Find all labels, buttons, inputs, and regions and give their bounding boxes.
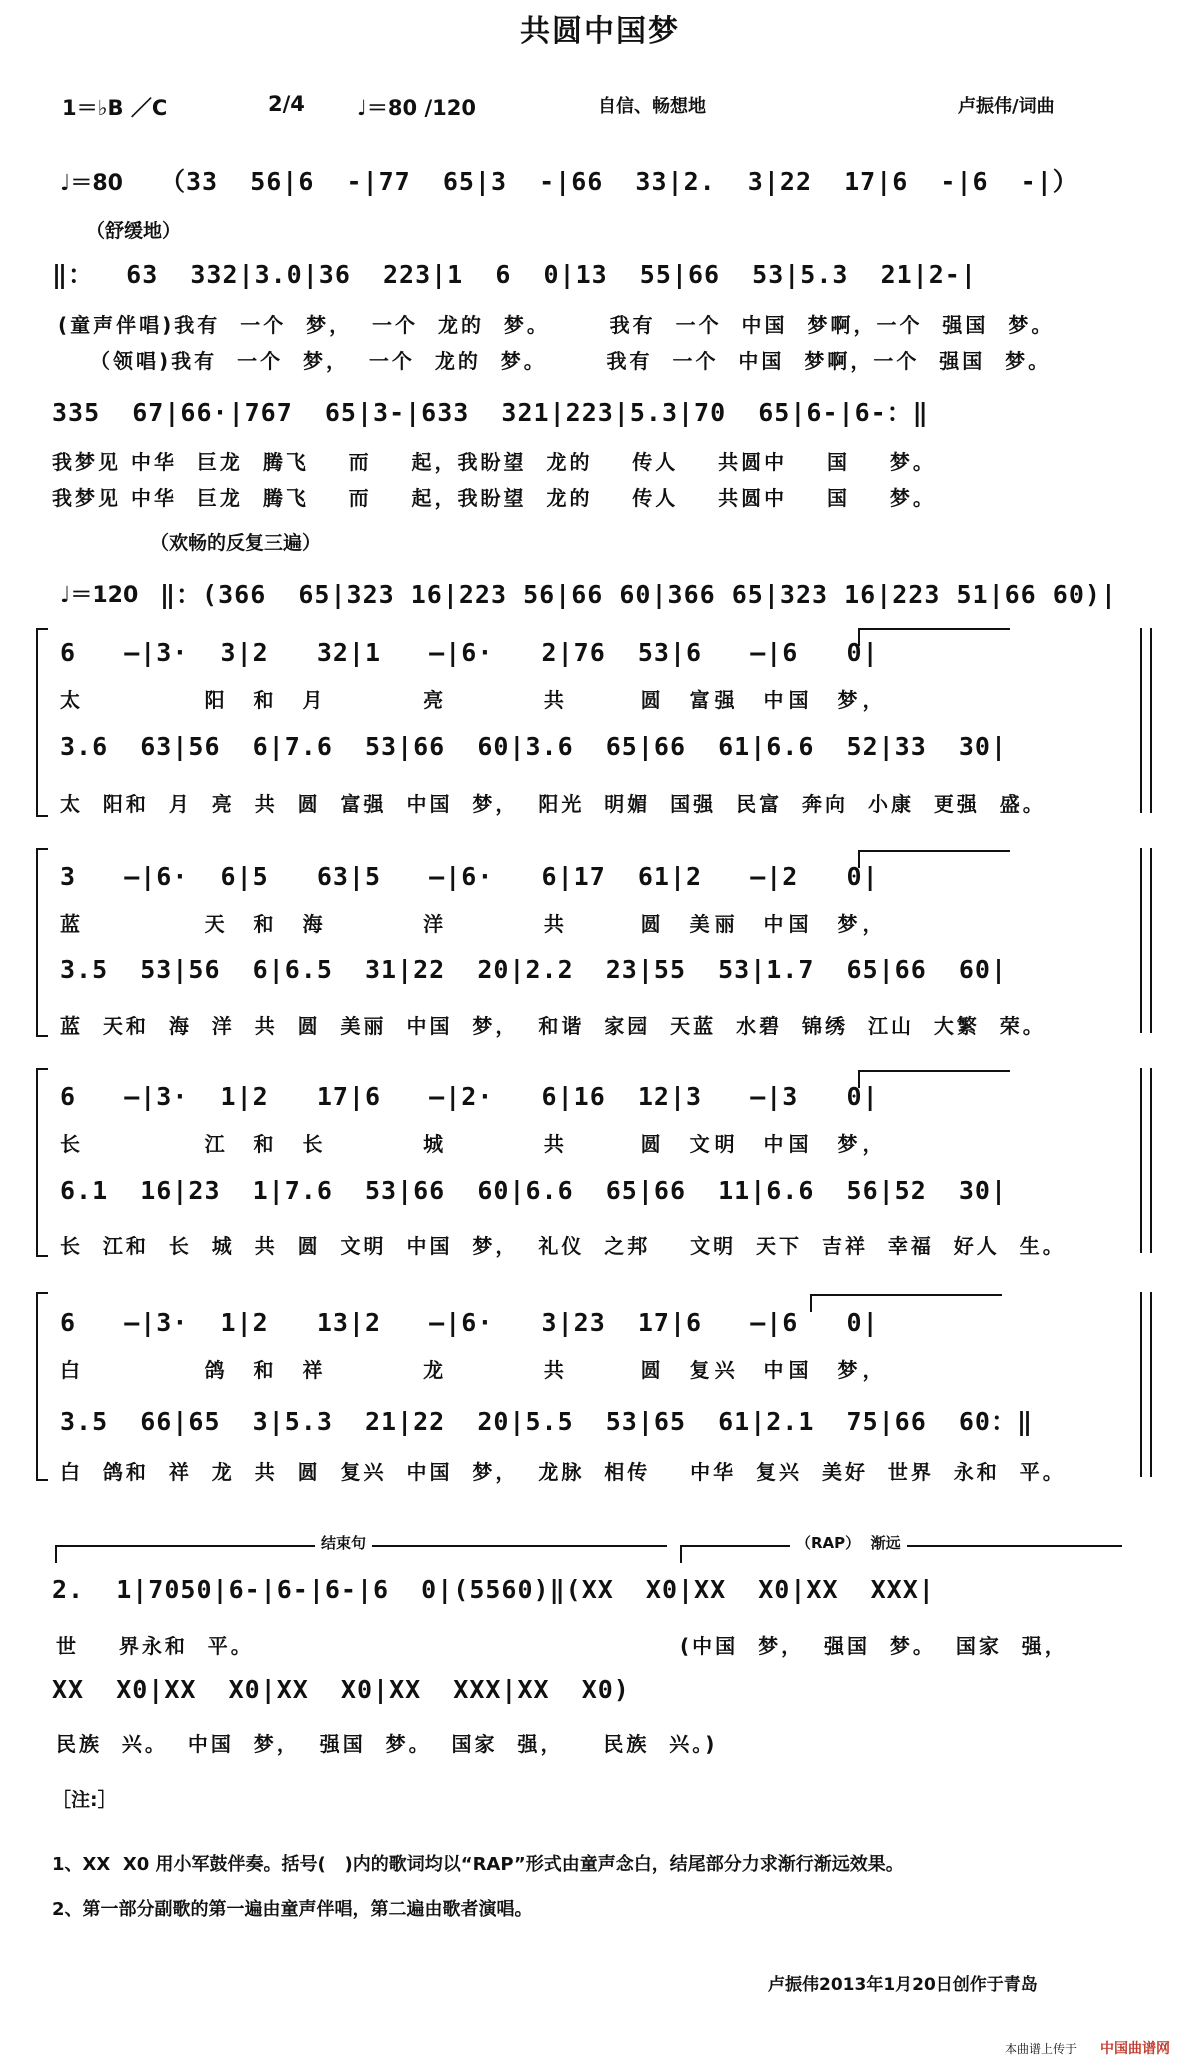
system-bracket-left xyxy=(36,1292,48,1481)
system-barline-right xyxy=(1140,1292,1152,1477)
section2-tempo: ♩＝120 xyxy=(60,583,139,608)
notes-heading: ［注:］ xyxy=(52,1789,117,1811)
row2-harmony-lyric: 蓝 天和 海 洋 共 圆 美丽 中国 梦， 和谐 家园 天蓝 水碧 锦绣 江山 大繁 荣。 xyxy=(60,1014,1046,1038)
system-bracket-left xyxy=(36,848,48,1037)
notes-item-2: 2、第一部分副歌的第一遍由童声伴唱，第二遍由歌者演唱。 xyxy=(52,1899,533,1920)
section2-expression: （欢畅的反复三遍） xyxy=(150,532,322,554)
row4-melody-notes: 6 —|3· 1|2 13|2 —|6· 3|23 17|6 —|6 0| xyxy=(60,1308,879,1337)
tie-bracket xyxy=(858,850,1010,868)
row1-harmony-lyric: 太 阳和 月 亮 共 圆 富强 中国 梦， 阳光 明媚 国强 民富 奔向 小康 更强 盛。 xyxy=(60,792,1046,816)
section1-line1-lyric-chorus: (童声伴唱)我有 一个 梦， 一个 龙的 梦。 我有 一个 中国 梦啊，一个 强国 梦。 xyxy=(58,313,1055,337)
section1-line1-lyric-lead: （领唱)我有 一个 梦， 一个 龙的 梦。 我有 一个 中国 梦啊，一个 强国 梦。 xyxy=(90,349,1052,373)
ending-lyric-line1b: (中国 梦， 强国 梦。 国家 强， xyxy=(680,1634,1068,1658)
tie-bracket xyxy=(858,628,1010,646)
system-barline-right xyxy=(1140,1068,1152,1253)
row1-harmony-notes: 3.6 63|56 6|7.6 53|66 60|3.6 65|66 61|6.6 52|33 30| xyxy=(60,732,1008,761)
row2-melody-lyric: 蓝 天 和 海 洋 共 圆 美丽 中国 梦， xyxy=(60,912,888,936)
row1-melody-lyric: 太 阳 和 月 亮 共 圆 富强 中国 梦， xyxy=(60,688,888,712)
ending-label: 结束句 xyxy=(315,1532,372,1553)
rap-label: （RAP） 渐远 xyxy=(790,1532,907,1553)
row3-melody-notes: 6 —|3· 1|2 17|6 —|2· 6|16 12|3 —|3 0| xyxy=(60,1082,879,1111)
system-bracket-left xyxy=(36,1068,48,1257)
row1-melody-notes: 6 —|3· 3|2 32|1 —|6· 2|76 53|6 —|6 0| xyxy=(60,638,879,667)
row3-harmony-lyric: 长 江和 长 城 共 圆 文明 中国 梦， 礼仪 之邦 文明 天下 吉祥 幸福 好人 生。 xyxy=(60,1234,1066,1258)
tie-bracket xyxy=(858,1070,1010,1088)
section1-expression: （舒缓地） xyxy=(86,220,182,242)
site-logo: 中国曲谱网 xyxy=(1100,2041,1170,2057)
row4-melody-lyric: 白 鸽 和 祥 龙 共 圆 复兴 中国 梦， xyxy=(60,1358,888,1382)
section1-tempo: ♩＝80 xyxy=(60,171,123,196)
row4-harmony-notes: 3.5 66|65 3|5.3 21|22 20|5.5 53|65 61|2.1 75|66 60：‖ xyxy=(60,1407,1034,1436)
row3-melody-lyric: 长 江 和 长 城 共 圆 文明 中国 梦， xyxy=(60,1132,888,1156)
ending-lyric-line1a: 世 界永和 平。 xyxy=(56,1634,254,1658)
key-signature: 1＝♭B ／C xyxy=(62,96,168,120)
expression-marking: 自信、畅想地 xyxy=(598,96,706,117)
section1-intro-notes: （33 56|6 -|77 65|3 -|66 33|2. 3|22 17|6 -|6 -|） xyxy=(160,167,1079,196)
time-signature: 2/4 xyxy=(268,92,305,116)
ending-notes-line1: 2. 1|7050|6-|6-|6-|6 0|(5560)‖(XX X0|XX X0|XX XXX| xyxy=(52,1575,935,1604)
row2-melody-notes: 3 —|6· 6|5 63|5 —|6· 6|17 61|2 —|2 0| xyxy=(60,862,879,891)
row4-harmony-lyric: 白 鸽和 祥 龙 共 圆 复兴 中国 梦， 龙脉 相传 中华 复兴 美好 世界 永和 平。 xyxy=(60,1460,1066,1484)
system-barline-right xyxy=(1140,628,1152,813)
section1-line2-lyric-chorus: 我梦见 中华 巨龙 腾飞 而 起，我盼望 龙的 传人 共圆中 国 梦。 xyxy=(52,450,936,474)
tempo-marking: ♩＝80 /120 xyxy=(357,96,476,120)
system-barline-right xyxy=(1140,848,1152,1033)
author-credit: 卢振伟/词曲 xyxy=(958,96,1055,117)
section2-intro-notes: ‖：(366 65|323 16|223 56|66 60|366 65|323 16|223 51|66 60)| xyxy=(160,580,1117,609)
section1-line1-notes: ‖： 63 332|3.0|36 223|1 6 0|13 55|66 53|5.3 21|2-| xyxy=(52,260,977,289)
system-bracket-left xyxy=(36,628,48,817)
composer-credit: 卢振伟2013年1月20日创作于青岛 xyxy=(768,1975,1038,1995)
notes-item-1: 1、XX X0 用小军鼓伴奏。括号( )内的歌词均以“RAP”形式由童声念白，结尾部分力求渐行渐远效果。 xyxy=(52,1854,904,1875)
section1-line2-lyric-lead: 我梦见 中华 巨龙 腾飞 而 起，我盼望 龙的 传人 共圆中 国 梦。 xyxy=(52,486,936,510)
upload-text: 本曲谱上传于 xyxy=(1005,2042,1078,2056)
page-title: 共圆中国梦 xyxy=(520,14,680,49)
ending-notes-line2: XX X0|XX X0|XX X0|XX XXX|XX X0) xyxy=(52,1675,630,1704)
section1-line2-notes: 335 67|66·|767 65|3-|633 321|223|5.3|70 65|6-|6-：‖ xyxy=(52,398,929,427)
row2-harmony-notes: 3.5 53|56 6|6.5 31|22 20|2.2 23|55 53|1.7 65|66 60| xyxy=(60,955,1008,984)
row3-harmony-notes: 6.1 16|23 1|7.6 53|66 60|6.6 65|66 11|6.6 56|52 30| xyxy=(60,1176,1008,1205)
ending-lyric-line2: 民族 兴。 中国 梦， 强国 梦。 国家 强， 民族 兴。) xyxy=(56,1732,718,1756)
